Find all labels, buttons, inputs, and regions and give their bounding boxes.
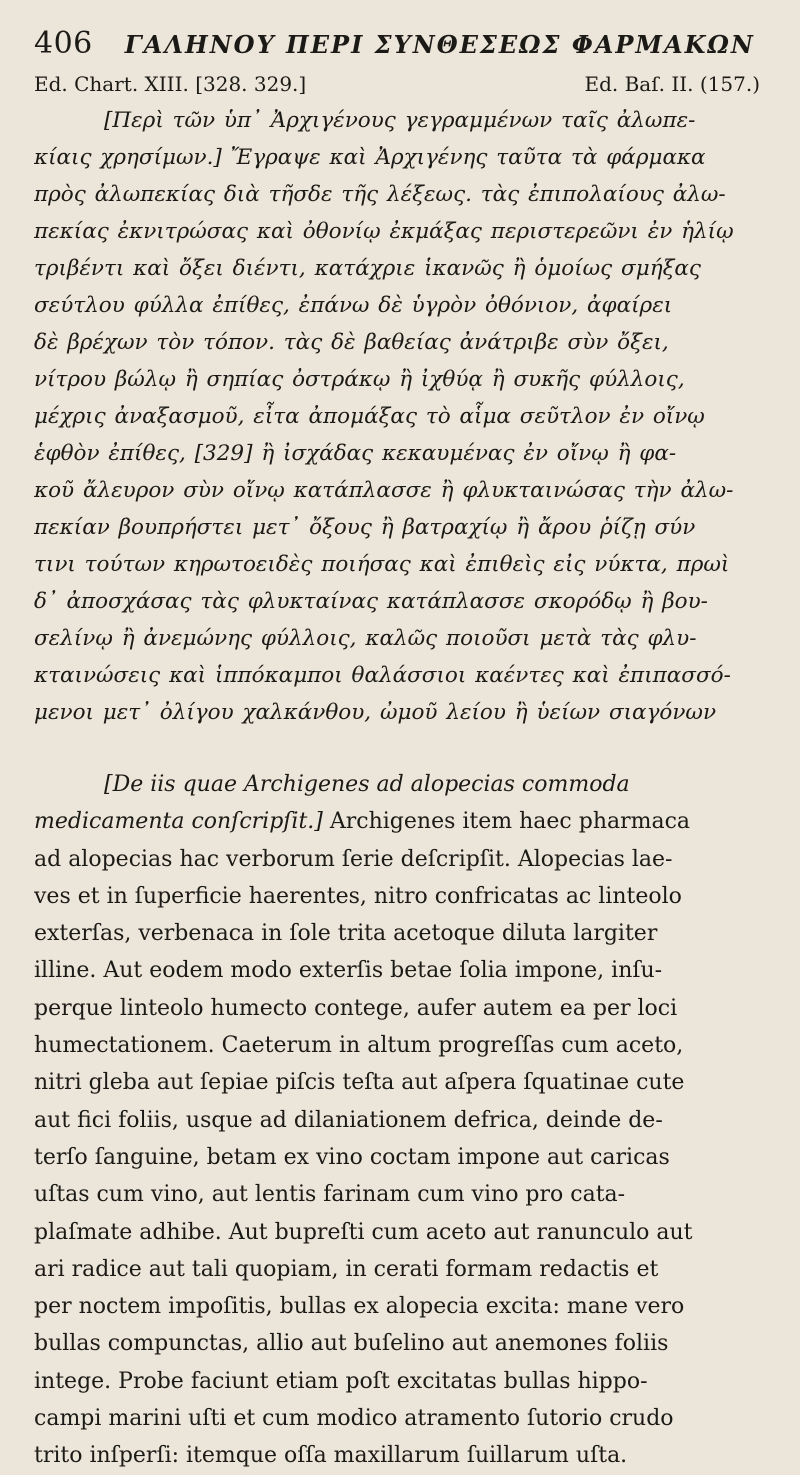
latin-text bbox=[34, 766, 766, 1475]
greek-line: δὲ βρέχων τὸν τόπον. τὰς δὲ βαθείας ἀνάτριβε σὺν ὄξει, bbox=[34, 330, 669, 355]
greek-line: πεκίας ἐκνιτρώσας καὶ ὀθονίῳ ἐκμάξας περιστερεῶνι ἐν ἡλίῳ bbox=[34, 219, 734, 244]
greek-line: [Περὶ τῶν ὑπ᾽ Ἀρχιγένους γεγραμμένων ταῖς ἀλωπε- bbox=[104, 108, 696, 133]
greek-line: νίτρου βώλῳ ἢ σηπίας ὀστράκῳ ἢ ἰχθύᾳ ἢ συκῆς φύλλοις, bbox=[34, 367, 685, 392]
greek-line: μέχρις ἀναξασμοῦ, εἶτα ἀπομάξας τὸ αἷμα σεῦτλον ἐν οἴνῳ bbox=[34, 404, 705, 429]
latin-line: nitri gleba aut ſepiae piſcis teſta aut aſpera ſquatinae cute bbox=[34, 1070, 685, 1096]
latin-line: exterſas, verbenaca in ſole trita acetoque diluta largiter bbox=[34, 921, 658, 947]
latin-line: humectationem. Caeterum in altum progreſſas cum aceto, bbox=[34, 1033, 684, 1059]
greek-line: κοῦ ἄλευρον σὺν οἴνῳ κατάπλασσε ἢ φλυκταινώσας τὴν ἀλω- bbox=[34, 478, 734, 503]
latin-line: trito inſperſi: itemque oſſa maxillarum ſuillarum uſta. bbox=[34, 1443, 628, 1469]
greek-line: πρὸς ἀλωπεκίας διὰ τῆσδε τῆς λέξεως. τὰς ἐπιπολαίους ἀλω- bbox=[34, 182, 726, 207]
greek-line: μενοι μετ᾽ ὀλίγου χαλκάνθου, ὠμοῦ λείου ἢ ὑείων σιαγόνων bbox=[34, 700, 717, 725]
latin-line: illine. Aut eodem modo exterſis betae ſolia impone, inſu- bbox=[34, 958, 663, 984]
greek-line: σελίνῳ ἢ ἀνεμώνης φύλλοις, καλῶς ποιοῦσι μετὰ τὰς φλυ- bbox=[34, 626, 697, 651]
latin-line-text: Archigenes item haec pharmaca bbox=[322, 809, 691, 835]
latin-line bbox=[34, 803, 766, 840]
greek-line: σεύτλου φύλλα ἐπίθες, ἐπάνω δὲ ὑγρὸν ὀθόνιον, ἀφαίρει bbox=[34, 293, 673, 318]
latin-line: perque linteolo humecto contege, aufer autem ea per loci bbox=[34, 995, 678, 1021]
latin-line: aut fici foliis, usque ad dilaniationem defrica, deinde de- bbox=[34, 1107, 663, 1133]
latin-line: intege. Probe faciunt etiam poſt excitatas bullas hippo- bbox=[34, 1368, 648, 1394]
page-header bbox=[34, 26, 766, 70]
greek-line: δ᾽ ἀποσχάσας τὰς φλυκταίνας κατάπλασσε σκορόδῳ ἢ βου- bbox=[34, 589, 708, 614]
latin-line: campi marini uſti et cum modico atramento ſutorio crudo bbox=[34, 1406, 674, 1432]
greek-text bbox=[34, 102, 766, 731]
latin-line: ves et in ſuperficie haerentes, nitro confricatas ac linteolo bbox=[34, 883, 682, 909]
latin-rubric-end: medicamenta conſcripſit.] bbox=[34, 809, 323, 835]
greek-line: τινι τούτων κηρωτοειδὲς ποιήσας καὶ ἐπιθεὶς εἰς νύκτα, πρωὶ bbox=[34, 552, 730, 577]
page-number: 406 bbox=[34, 26, 93, 61]
greek-line: τριβέντι καὶ ὄξει διέντι, κατάχριε ἱκανῶς ἢ ὁμοίως σμήξας bbox=[34, 256, 701, 281]
latin-line: plaſmate adhibe. Aut bupreſti cum aceto aut ranunculo aut bbox=[34, 1219, 693, 1245]
latin-line: uſtas cum vino, aut lentis farinam cum vino pro cata- bbox=[34, 1182, 626, 1208]
greek-line: ἑφθὸν ἐπίθες, [329] ἢ ἰσχάδας κεκαυμένας ἐν οἴνῳ ἢ φα- bbox=[34, 441, 677, 466]
edition-basel: Ed. Baſ. II. (157.) bbox=[584, 72, 760, 96]
latin-line: ad alopecias hac verborum ſerie deſcripſit. Alopecias lae- bbox=[34, 846, 673, 872]
edition-chartier: Ed. Chart. XIII. [328. 329.] bbox=[34, 72, 307, 96]
edition-references bbox=[34, 72, 766, 96]
latin-line: per noctem impoſitis, bullas ex alopecia excita: mane vero bbox=[34, 1294, 685, 1320]
latin-lines bbox=[34, 841, 766, 1475]
latin-line: terſo ſanguine, betam ex vino coctam impone aut caricas bbox=[34, 1144, 670, 1170]
greek-line: πεκίαν βουπρήστει μετ᾽ ὄξους ἢ βατραχίῳ ἢ ἄρου ῥίζῃ σύν bbox=[34, 515, 696, 540]
latin-rubric: [De iis quae Archigenes ad alopecias commoda bbox=[104, 772, 630, 797]
latin-rubric-line bbox=[34, 766, 766, 803]
running-title: ΓΑΛΗΝΟΥ ΠΕΡΙ ΣΥΝΘΕΣΕΩΣ ΦΑΡΜΑΚΩΝ bbox=[124, 30, 755, 59]
greek-line: κίαις χρησίμων.] Ἔγραψε καὶ Ἀρχιγένης ταῦτα τὰ φάρμακα bbox=[34, 145, 706, 170]
latin-line: bullas compunctas, allio aut buſelino aut anemones foliis bbox=[34, 1331, 669, 1357]
greek-line: κταινώσεις καὶ ἱππόκαμποι θαλάσσιοι καέντες καὶ ἐπιπασσό- bbox=[34, 663, 731, 688]
latin-line: ari radice aut tali quopiam, in cerati formam redactis et bbox=[34, 1256, 659, 1282]
